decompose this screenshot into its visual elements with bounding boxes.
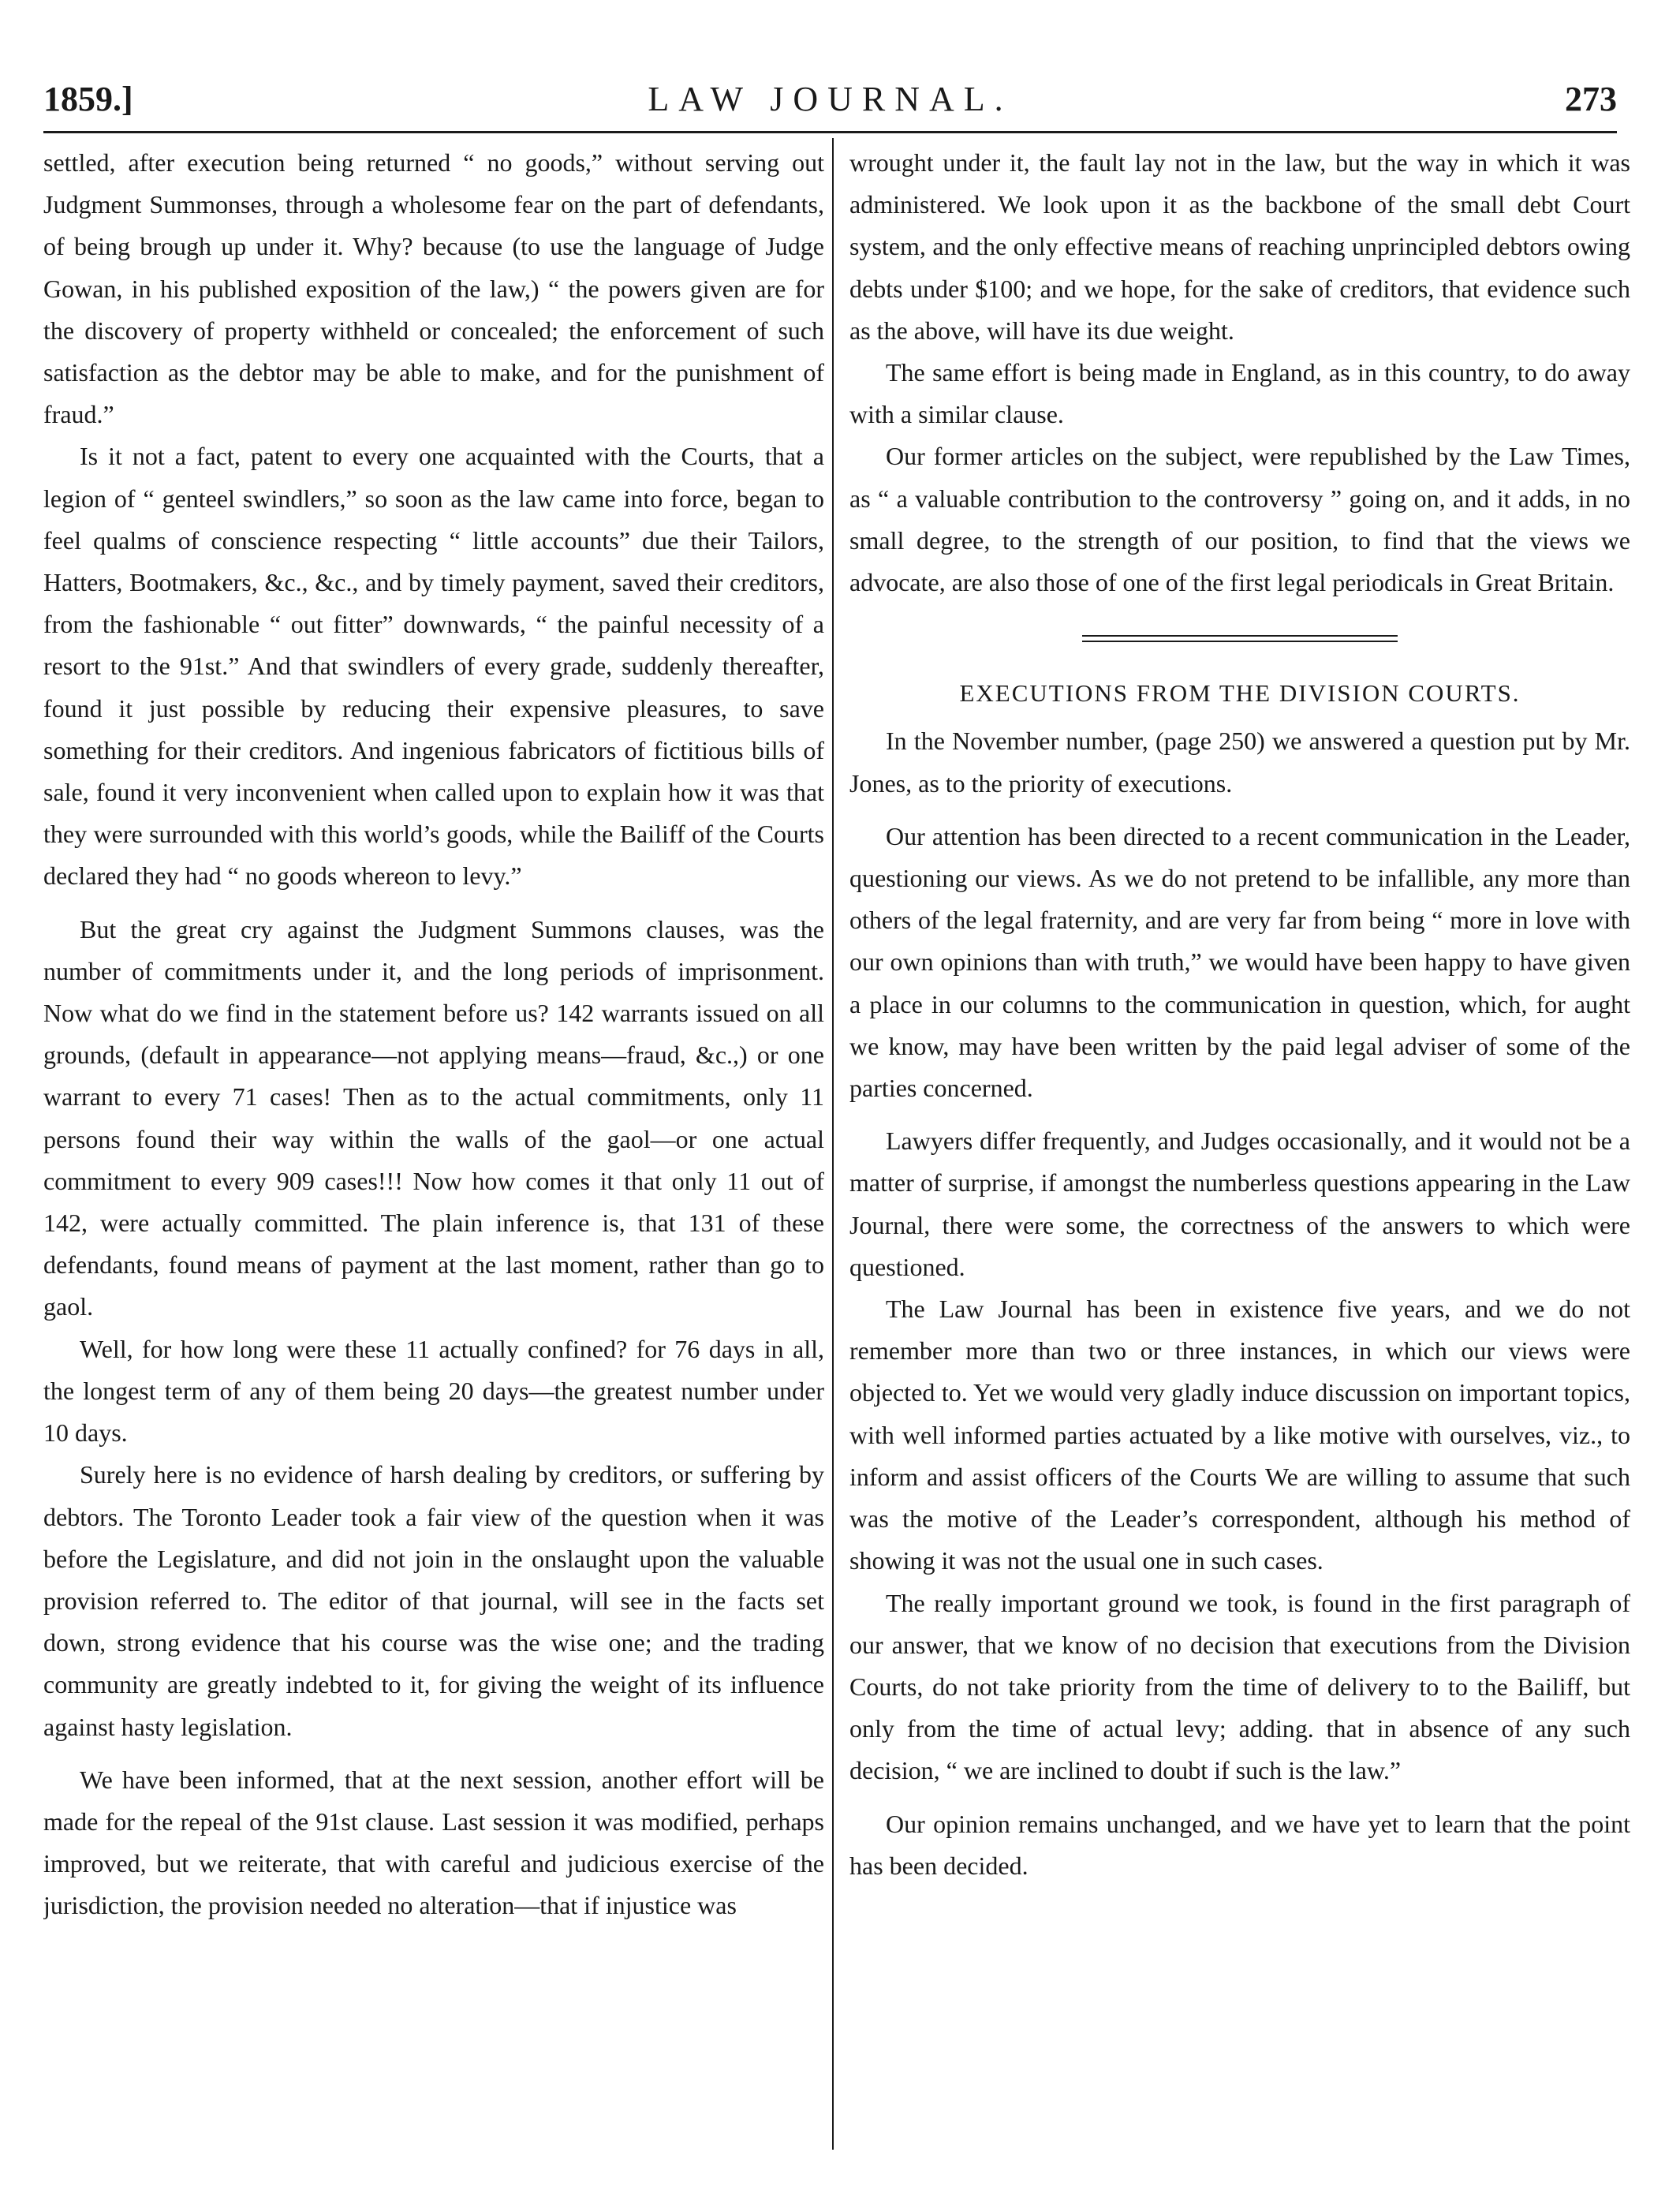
right-paragraph-9: Our opinion remains unchanged, and we have yet to learn that the point has been decided.: [849, 1809, 1630, 1880]
left-paragraph-5: Surely here is no evidence of harsh dealing by creditors, or suffering by debtors. The Toronto Leader took a fair view of the question when it was before the Legislature, and did not join in the onslaught upon the valuable provision referred to. The editor of that journal, will see in the facts set down, strong evidence that his course was the wise one; and the trading community are greatly indebted to it, for giving the weight of its influence against hasty legislation.: [43, 1460, 824, 1741]
page-number: 273: [1565, 80, 1617, 118]
header-title: LAW JOURNAL.: [648, 80, 1013, 118]
left-paragraph-1: settled, after execution being returned “ no goods,” without serving out Judgment Summonses, through a wholesome fear on the part of defendants, of being brough up under it. Why? because (to use the language of Judge Gowan, in his published exposition of the law,) “ the powers given are for the discovery of property withheld or concealed; the enforcement of such satisfaction as the debtor may be able to make, and for the punishment of fraud.”: [43, 148, 824, 429]
right-column: [849, 142, 1630, 2162]
left-paragraph-3: But the great cry against the Judgment Summons clauses, was the number of commitments under it, and the long periods of imprisonment. Now what do we find in the statement before us? 142 warrants issued on all grounds, (default in appearance—not applying means—fraud, &c.,) or one warrant to every 71 cases! Then as to the actual commitments, only 11 persons found their way within the walls of the gaol—or one actual commitment to every 909 cases!!! Now how comes it that only 11 out of 142, were actually committed. The plain inference is, that 131 of these defendants, found means of payment at the last moment, rather than go to gaol.: [43, 914, 824, 1321]
right-paragraph-8: The really important ground we took, is found in the first paragraph of our answer, that we know of no decision that executions from the Division Courts, do not take priority from the time of delivery to to the Bailiff, but only from the time of actual levy; adding. that in absence of any such decision, “ we are inclined to doubt if such is the law.”: [849, 1588, 1630, 1785]
column-divider: [832, 138, 834, 2150]
right-paragraph-5: Our attention has been directed to a recent communication in the Leader, questioning our views. As we do not pretend to be infallible, any more than others of the legal fraternity, and are very far from being “ more in love with our own opinions than with truth,” we would have been happy to have given a place in our columns to the communication in question, which, for aught we know, may have been written by the paid legal adviser of some of the parties concerned.: [849, 821, 1630, 1103]
section-title: EXECUTIONS FROM THE DIVISION COURTS.: [959, 679, 1521, 708]
right-paragraph-1: wrought under it, the fault lay not in the law, but the way in which it was administered. We look upon it as the backbone of the small debt Court system, and the only effective means of reaching unprincipled debtors owing debts under $100; and we hope, for the sake of creditors, that evidence such as the above, will have its due weight.: [849, 148, 1630, 345]
right-paragraph-2: The same effort is being made in England, as in this country, to do away with a similar clause.: [849, 358, 1630, 429]
right-paragraph-7: The Law Journal has been in existence five years, and we do not remember more than two or three instances, in which our views were objected to. Yet we would very gladly induce discussion on important topics, with well informed parties actuated by a like motive with ourselves, viz., to inform and assist officers of the Courts We are willing to assume that such was the motive of the Leader’s correspondent, although his method of showing it was not the usual one in such cases.: [849, 1295, 1630, 1575]
section-divider: [1082, 635, 1398, 642]
left-paragraph-2: Is it not a fact, patent to every one acquainted with the Courts, that a legion of “ genteel swindlers,” so soon as the law came into force, began to feel qualms of conscience respecting “ little accounts” due their Tailors, Hatters, Bootmakers, &c., &c., and by timely payment, saved their creditors, from the fashionable “ out fitter” downwards, “ the painful necessity of a resort to the 91st.” And that swindlers of every grade, suddenly thereafter, found it just possible by reducing their expensive pleasures, to save something for their creditors. And ingenious fabricators of fictitious bills of sale, found it very inconvenient when called upon to explain how it was that they were surrounded with this world’s goods, while the Bailiff of the Courts declared they had “ no goods whereon to levy.”: [43, 442, 824, 891]
left-paragraph-6: We have been informed, that at the next session, another effort will be made for the repeal of the 91st clause. Last session it was modified, perhaps improved, but we reiterate, that with careful and judicious exercise of the jurisdiction, the provision needed no alteration—that if injustice was: [43, 1765, 824, 1920]
running-header: [43, 76, 1617, 133]
right-paragraph-4: In the November number, (page 250) we answered a question put by Mr. Jones, as to the priority of executions.: [849, 727, 1630, 798]
left-column: [43, 142, 824, 2162]
left-paragraph-4: Well, for how long were these 11 actually confined? for 76 days in all, the longest term of any of them being 20 days—the greatest number under 10 days.: [43, 1334, 824, 1448]
header-year: 1859.]: [43, 80, 133, 118]
right-paragraph-3: Our former articles on the subject, were republished by the Law Times, as “ a valuable contribution to the controversy ” going on, and it adds, in no small degree, to the strength of our position, to find that the views we advocate, are also those of one of the first legal periodicals in Great Britain.: [849, 442, 1630, 597]
right-paragraph-6: Lawyers differ frequently, and Judges occasionally, and it would not be a matter of surprise, if amongst the numberless questions appearing in the Law Journal, there were some, the correctness of the answers to which were questioned.: [849, 1127, 1630, 1281]
